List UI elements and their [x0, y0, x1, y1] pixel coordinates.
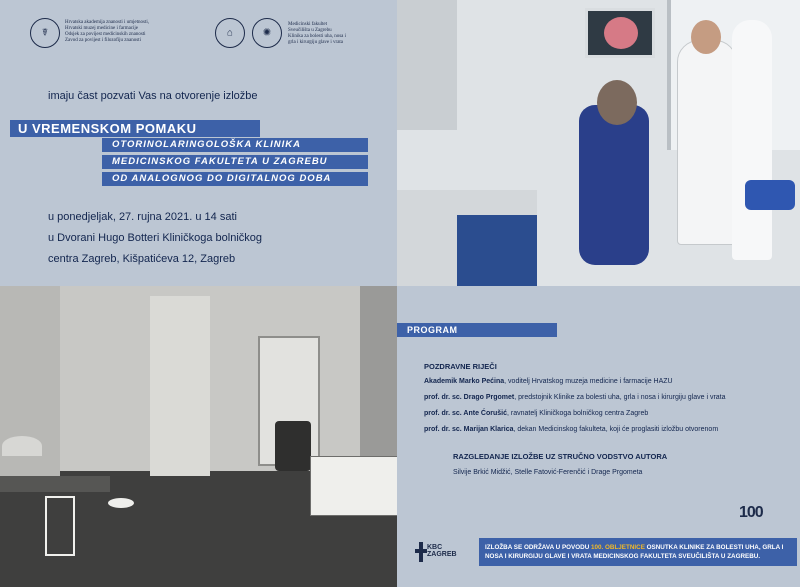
- monitor-screen: [585, 8, 655, 58]
- second-doctor: [732, 20, 772, 260]
- patient: [597, 80, 637, 125]
- subtitle-line-3: OD ANALOGNOG DO DIGITALNOG DOBA: [102, 172, 368, 186]
- exhibition-title: U VREMENSKOM POMAKU: [10, 120, 260, 137]
- wooden-chair: [45, 496, 75, 556]
- doctor: [677, 40, 737, 245]
- program-panel: [397, 286, 800, 587]
- left-wall: [0, 286, 60, 486]
- anniversary-logo: 100: [739, 504, 763, 521]
- subtitle-line-2: MEDICINSKOG FAKULTETA U ZAGREBU: [102, 155, 368, 169]
- wall-cabinet: [397, 0, 457, 130]
- speaker-2: prof. dr. sc. Drago Prgomet, predstojnik Klinike za bolesti uha, grla i nosa i kirurgiju glave i vrata: [424, 394, 726, 401]
- patient-chair: [579, 105, 649, 265]
- anniversary-notice: IZLOŽBA SE ODRŽAVA U POVODU 100. OBLJETNICE OSNUTKA KLINIKE ZA BOLESTI UHA, GRLA I NOSA I KIRURGIJU GLAVE I VRATA MEDICINSKOG FAKULTETA SVEUČILIŠTA U ZAGREBU.: [479, 538, 797, 566]
- program-label: PROGRAM: [397, 323, 557, 337]
- speaker-4: prof. dr. sc. Marijan Klarica, dekan Medicinskog fakulteta, koji će proglasiti izložbu otvorenom: [424, 426, 719, 433]
- intro-text: imaju čast pozvati Vas na otvorenje izložbe: [48, 90, 258, 102]
- workbench: [0, 476, 110, 492]
- university-seal: [215, 18, 245, 48]
- invitation-panel: [0, 0, 397, 286]
- hazu-text: Hrvatska akademija znanosti i umjetnosti, Hrvatski muzej medicine i farmacije Odsjek za povijest medicinskih znanosti Zavod za povijest i filozofiju znanosti: [65, 20, 150, 43]
- seal-icon: ✺: [262, 27, 272, 39]
- doorway: [150, 296, 210, 476]
- welcome-heading: POZDRAVNE RIJEČI: [424, 362, 497, 371]
- historical-clinic-photo: [0, 286, 397, 587]
- blue-cabinets: [457, 215, 537, 286]
- doctor-head: [691, 20, 721, 54]
- building-icon: ⌂: [226, 27, 234, 39]
- venue-line-2: centra Zagreb, Kišpatićeva 12, Zagreb: [48, 253, 236, 265]
- caduceus-icon: ☤: [41, 27, 49, 39]
- kbc-cross-icon: [415, 542, 427, 562]
- faculty-text: Medicinski fakultet Sveučilišta u Zagrebu Klinika za bolesti uha, nosa i grla i kirurgiju glave i vrata: [288, 22, 347, 45]
- tour-heading: RAZGLEDANJE IZLOŽBE UZ STRUČNO VODSTVO AUTORA: [453, 452, 668, 461]
- speaker-3: prof. dr. sc. Ante Ćorušić, ravnatelj Kliničkoga bolničkog centra Zagreb: [424, 410, 649, 417]
- subtitle-line-1: OTORINOLARINGOLOŠKA KLINIKA: [102, 138, 368, 152]
- kbc-logo-text: KBC ZAGREB: [427, 544, 457, 558]
- endoscopy-image: [604, 17, 638, 49]
- stool: [108, 498, 134, 508]
- speaker-1: Akademik Marko Pećina, voditelj Hrvatskog muzeja medicine i farmacije HAZU: [424, 378, 673, 385]
- hazu-logo: [30, 18, 60, 48]
- examination-chair: [275, 421, 311, 471]
- side-table: [310, 456, 397, 516]
- stool: [745, 180, 795, 210]
- venue-line-1: u Dvorani Hugo Botteri Kliničkoga bolničkog: [48, 232, 263, 244]
- date-line: u ponedjeljak, 27. rujna 2021. u 14 sati: [48, 211, 237, 223]
- lamp: [2, 436, 42, 456]
- modern-clinic-photo: [397, 0, 800, 286]
- faculty-seal: [252, 18, 282, 48]
- tour-authors: Silvije Brkić Midžić, Stelle Fatović-Ferenčić i Drage Prgometa: [453, 469, 643, 476]
